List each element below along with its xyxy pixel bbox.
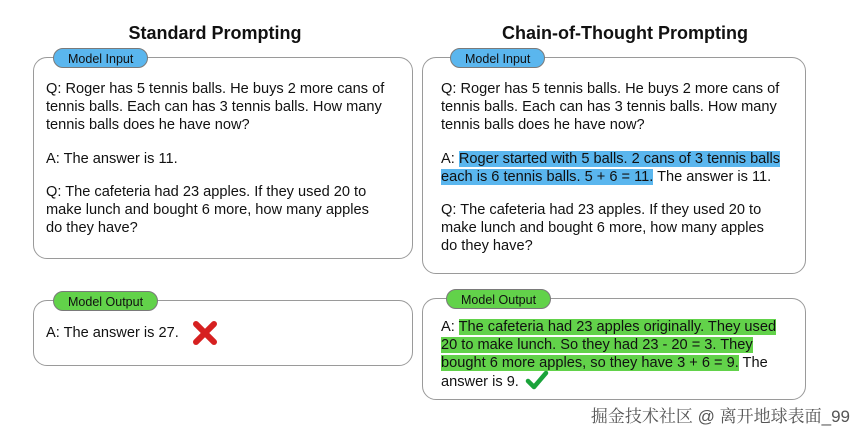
cot-q1-line3: tennis balls does he have now?: [441, 117, 645, 134]
standard-q2-line2: make lunch and bought 6 more, how many apples: [46, 202, 369, 219]
cot-model-input-tag: Model Input: [450, 48, 545, 68]
cot-q1-line2: tennis balls. Each can has 3 tennis balls. How many: [441, 99, 777, 116]
standard-q2-line3: do they have?: [46, 220, 138, 237]
cot-a1-highlight-2: each is 6 tennis balls. 5 + 6 = 11.: [441, 168, 654, 185]
cot-out-suffix: The: [738, 355, 768, 372]
cot-output-text: [441, 318, 801, 391]
standard-output-answer: A: The answer is 27.: [46, 325, 179, 341]
cot-out-final-answer: answer is 9.: [441, 373, 519, 390]
cot-out-highlight-3: bought 6 more apples, so they have 3 + 6 = 9.: [441, 355, 739, 372]
cot-prompting-title: Chain-of-Thought Prompting: [502, 23, 748, 43]
cot-a1-suffix: The answer is 11.: [653, 168, 772, 185]
cot-out-highlight-2: 20 to make lunch. So they had 23 - 20 = 3. They: [441, 337, 753, 354]
standard-q1-line1: Q: Roger has 5 tennis balls. He buys 2 more cans of: [46, 81, 385, 97]
cot-q1-line1: Q: Roger has 5 tennis balls. He buys 2 more cans of: [441, 81, 780, 97]
cot-a1-line1: [441, 150, 801, 168]
cot-a1-prefix: A:: [441, 150, 459, 167]
cot-a1-line2: [441, 168, 801, 186]
cot-out-line3: [441, 354, 801, 372]
cot-out-line1: [441, 318, 801, 336]
cot-a1-highlight-1: Roger started with 5 balls. 2 cans of 3 tennis balls: [458, 150, 781, 167]
cot-model-output-tag: Model Output: [446, 289, 551, 309]
cot-out-prefix: A:: [441, 319, 459, 335]
standard-model-output-tag: Model Output: [53, 291, 158, 311]
wrong-cross-icon: [192, 320, 218, 346]
cot-q2-line1: Q: The cafeteria had 23 apples. If they used 20 to: [441, 202, 762, 219]
standard-a1: A: The answer is 11.: [46, 150, 178, 167]
correct-check-icon: [525, 370, 549, 392]
standard-q1-line3: tennis balls does he have now?: [46, 117, 250, 134]
cot-out-highlight-1: The cafeteria had 23 apples originally. They used: [458, 319, 777, 335]
standard-q2-line1: Q: The cafeteria had 23 apples. If they used 20 to: [46, 183, 367, 200]
cot-input-text: [441, 80, 801, 256]
standard-q1-line2: tennis balls. Each can has 3 tennis balls. How many: [46, 99, 382, 116]
watermark-text: 掘金技术社区 @ 离开地球表面_99: [590, 407, 850, 426]
standard-input-text: [46, 80, 406, 237]
standard-prompting-title: Standard Prompting: [128, 23, 302, 43]
cot-out-line4: [441, 373, 801, 391]
cot-out-line2: [441, 336, 801, 354]
standard-model-input-tag: Model Input: [53, 48, 148, 68]
cot-q2-line3: do they have?: [441, 238, 533, 255]
cot-q2-line2: make lunch and bought 6 more, how many apples: [441, 220, 764, 237]
